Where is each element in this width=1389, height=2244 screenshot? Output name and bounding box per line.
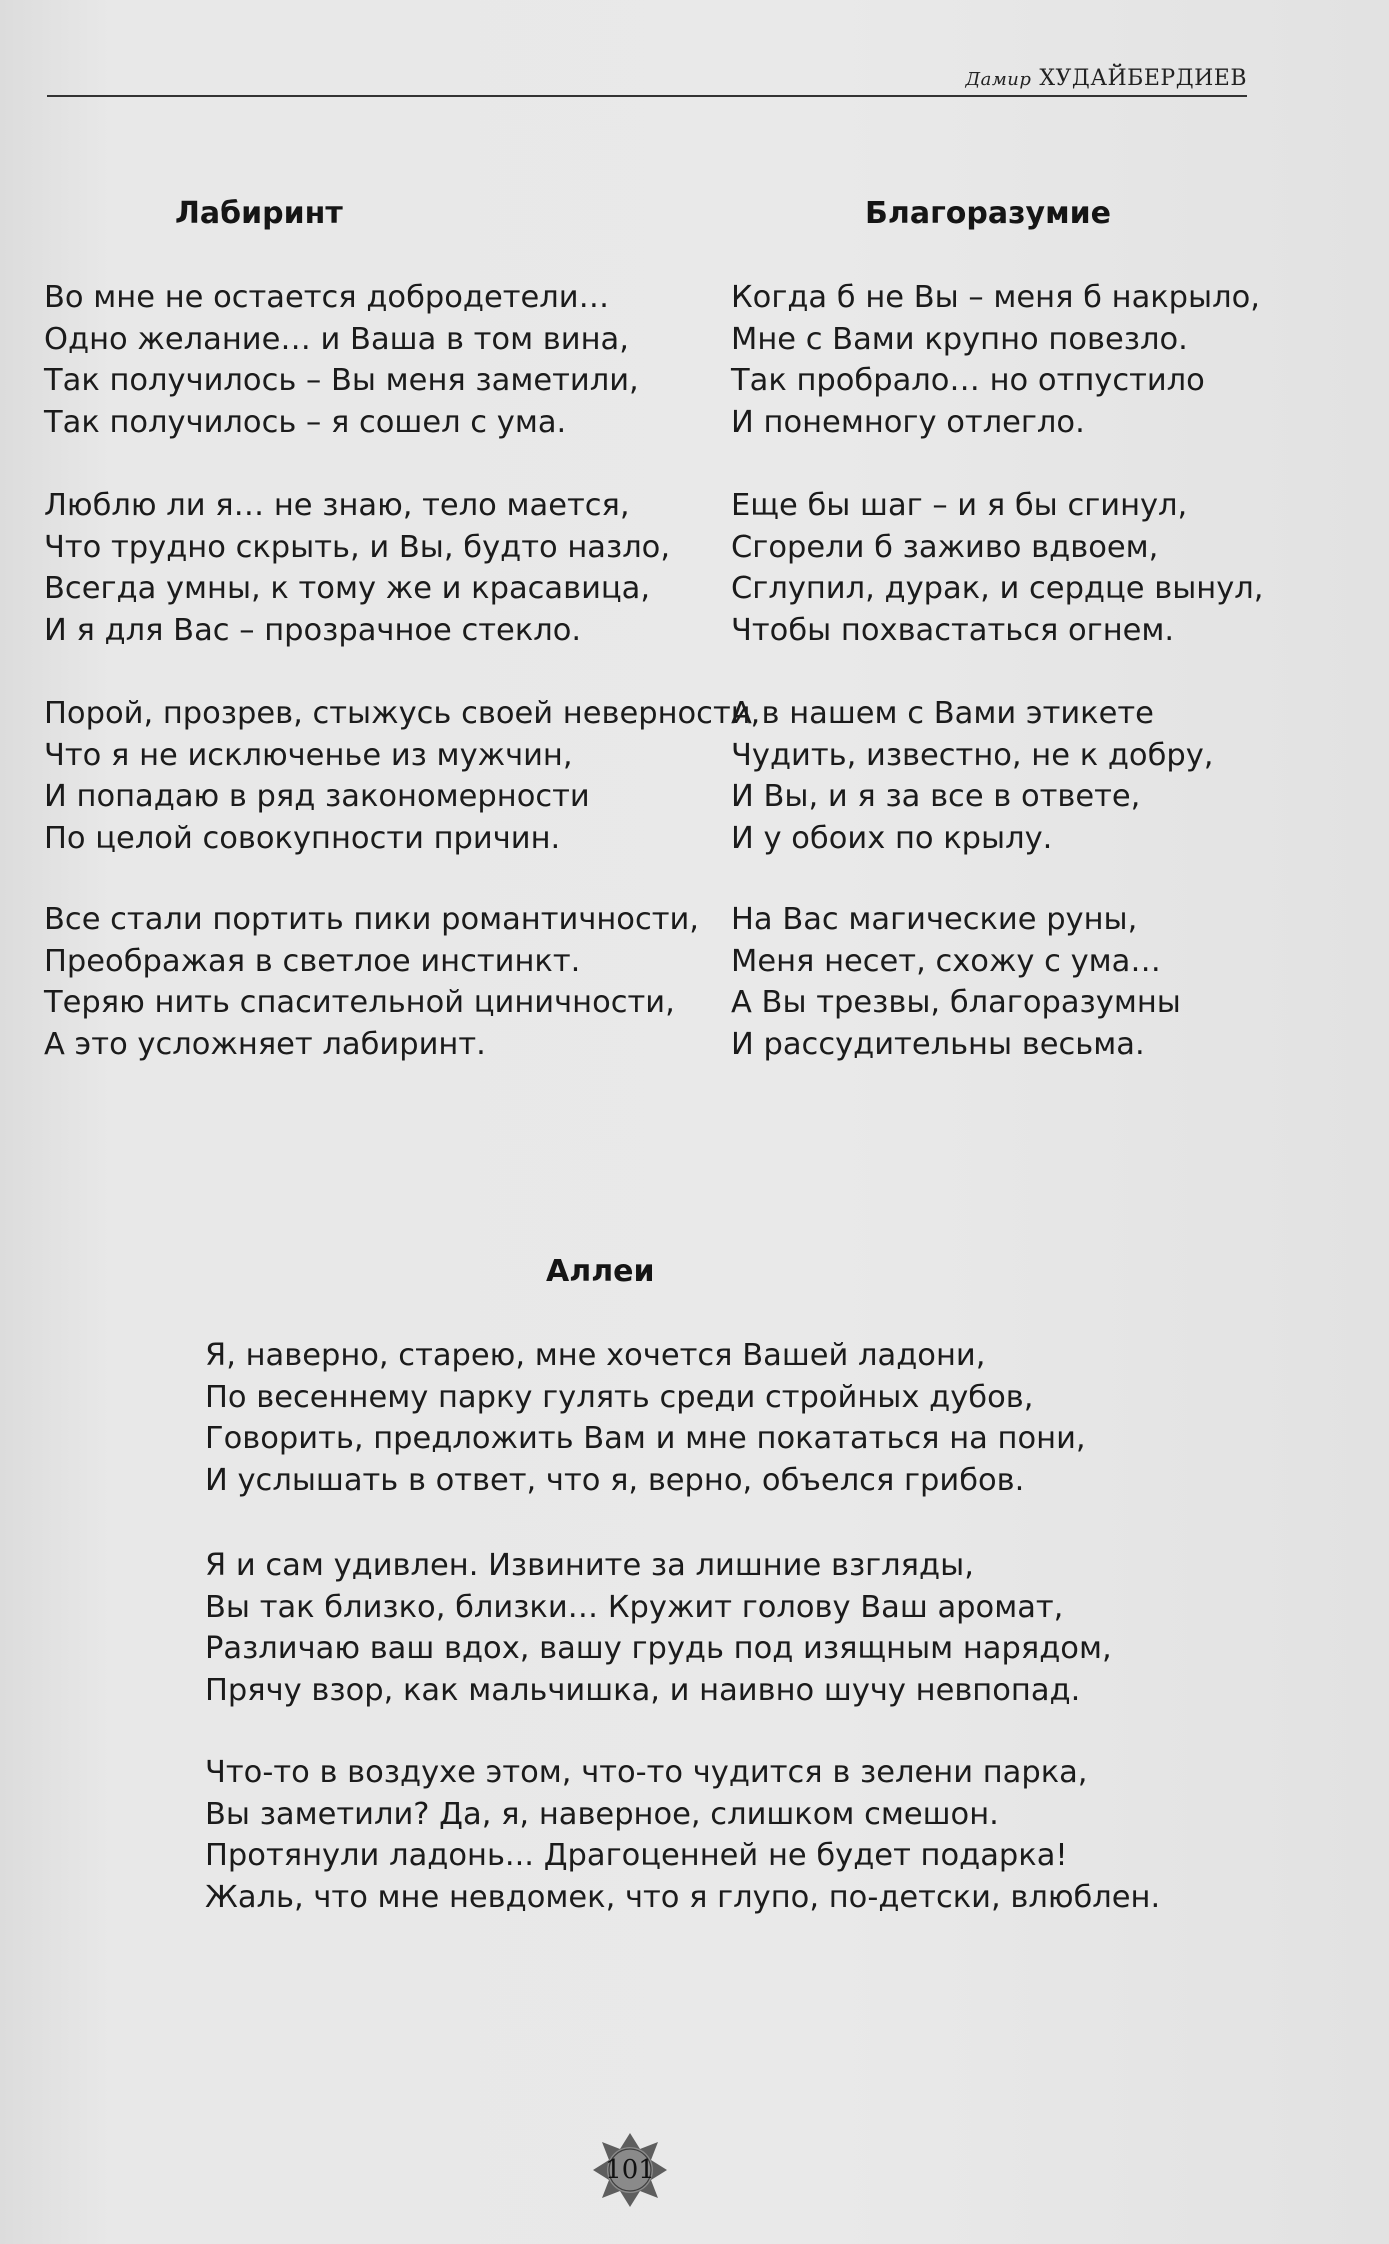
poem-line: Так получилось – я сошел с ума.	[44, 404, 567, 440]
poem-line: На Вас магические руны,	[731, 902, 1138, 937]
poem-line: Что трудно скрыть, и Вы, будто назло,	[44, 529, 671, 565]
poem-line: Мне с Вами крупно повезло.	[731, 321, 1188, 357]
poem-alleys-stanza-3	[205, 1752, 1160, 1918]
poem-line: Вы так близко, близки… Кружит голову Ваш аромат,	[205, 1589, 1064, 1625]
poem-line: Когда б не Вы – меня б накрыло,	[731, 280, 1260, 315]
poem-line: Сглупил, дурак, и сердце вынул,	[731, 571, 1264, 606]
poem-line: И рассудительны весьма.	[731, 1026, 1145, 1062]
poem-line: Всегда умны, к тому же и красавица,	[44, 571, 651, 606]
poem-labyrinth-stanza-4	[44, 899, 699, 1065]
poem-line: Меня несет, схожу с ума…	[731, 943, 1161, 979]
poem-prudence-stanza-4	[731, 899, 1181, 1065]
poem-line: И услышать в ответ, что я, верно, объелся грибов.	[205, 1462, 1025, 1498]
poem-line: Так получилось – Вы меня заметили,	[44, 363, 639, 398]
poem-line: Еще бы шаг – и я бы сгинул,	[731, 488, 1188, 523]
poem-line: А это усложняет лабиринт.	[44, 1026, 486, 1062]
poem-line: Вы заметили? Да, я, наверное, слишком смешон.	[205, 1796, 999, 1832]
running-head	[0, 66, 1247, 91]
poem-line: Порой, прозрев, стыжусь своей неверности,	[44, 696, 761, 731]
poem-line: Одно желание… и Ваша в том вина,	[44, 321, 629, 357]
poem-line: И я для Вас – прозрачное стекло.	[44, 612, 582, 648]
poem-title-labyrinth: Лабиринт	[175, 196, 343, 231]
poem-line: И у обоих по крылу.	[731, 820, 1053, 856]
poem-line: Все стали портить пики романтичности,	[44, 902, 700, 937]
page-number-badge	[591, 2131, 669, 2209]
poem-prudence-stanza-1	[731, 277, 1260, 443]
poem-line: Что я не исключенье из мужчин,	[44, 737, 573, 773]
poem-line: Преображая в светлое инстинкт.	[44, 943, 581, 979]
poem-labyrinth-stanza-2	[44, 485, 670, 651]
poem-line: А в нашем с Вами этикете	[731, 696, 1154, 731]
poem-line: Чудить, известно, не к добру,	[731, 737, 1214, 773]
page-number: 101	[605, 2155, 655, 2185]
poem-line: Различаю ваш вдох, вашу грудь под изящным нарядом,	[205, 1631, 1112, 1666]
poem-line: Сгорели б заживо вдвоем,	[731, 529, 1159, 565]
poem-title-alleys: Аллеи	[546, 1254, 655, 1289]
poem-line: А Вы трезвы, благоразумны	[731, 985, 1181, 1020]
poem-line: И Вы, и я за все в ответе,	[731, 779, 1141, 814]
author-first-name: Дамир	[965, 69, 1032, 90]
poem-line: Теряю нить спасительной циничности,	[44, 985, 675, 1020]
poem-line: По весеннему парку гулять среди стройных дубов,	[205, 1379, 1034, 1415]
poem-labyrinth-stanza-1	[44, 277, 639, 443]
poem-line: И попадаю в ряд закономерности	[44, 779, 590, 814]
poem-line: Я, наверно, старею, мне хочется Вашей ладони,	[205, 1338, 986, 1373]
poem-line: Что-то в воздухе этом, что-то чудится в зелени парка,	[205, 1755, 1088, 1790]
poem-line: Чтобы похвастаться огнем.	[731, 612, 1175, 648]
poem-alleys-stanza-2	[205, 1545, 1112, 1711]
author-last-name: ХУДАЙБЕРДИЕВ	[1039, 66, 1247, 91]
poem-alleys-stanza-1	[205, 1335, 1086, 1501]
poem-line: Говорить, предложить Вам и мне покататься на пони,	[205, 1421, 1086, 1456]
poem-prudence-stanza-3	[731, 693, 1214, 859]
poem-title-prudence: Благоразумие	[865, 196, 1111, 231]
poem-line: Во мне не остается добродетели…	[44, 280, 610, 315]
poem-line: Люблю ли я… не знаю, тело мается,	[44, 488, 630, 523]
poem-line: И понемногу отлегло.	[731, 404, 1085, 440]
poem-line: По целой совокупности причин.	[44, 820, 561, 856]
poem-prudence-stanza-2	[731, 485, 1263, 651]
poem-labyrinth-stanza-3	[44, 693, 760, 859]
poem-line: Прячу взор, как мальчишка, и наивно шучу невпопад.	[205, 1672, 1081, 1708]
header-rule	[47, 95, 1247, 97]
poem-line: Жаль, что мне невдомек, что я глупо, по-детски, влюблен.	[205, 1879, 1161, 1915]
poem-line: Так пробрало… но отпустило	[731, 363, 1205, 398]
poem-line: Протянули ладонь... Драгоценней не будет подарка!	[205, 1838, 1068, 1873]
poem-line: Я и сам удивлен. Извините за лишние взгляды,	[205, 1548, 974, 1583]
